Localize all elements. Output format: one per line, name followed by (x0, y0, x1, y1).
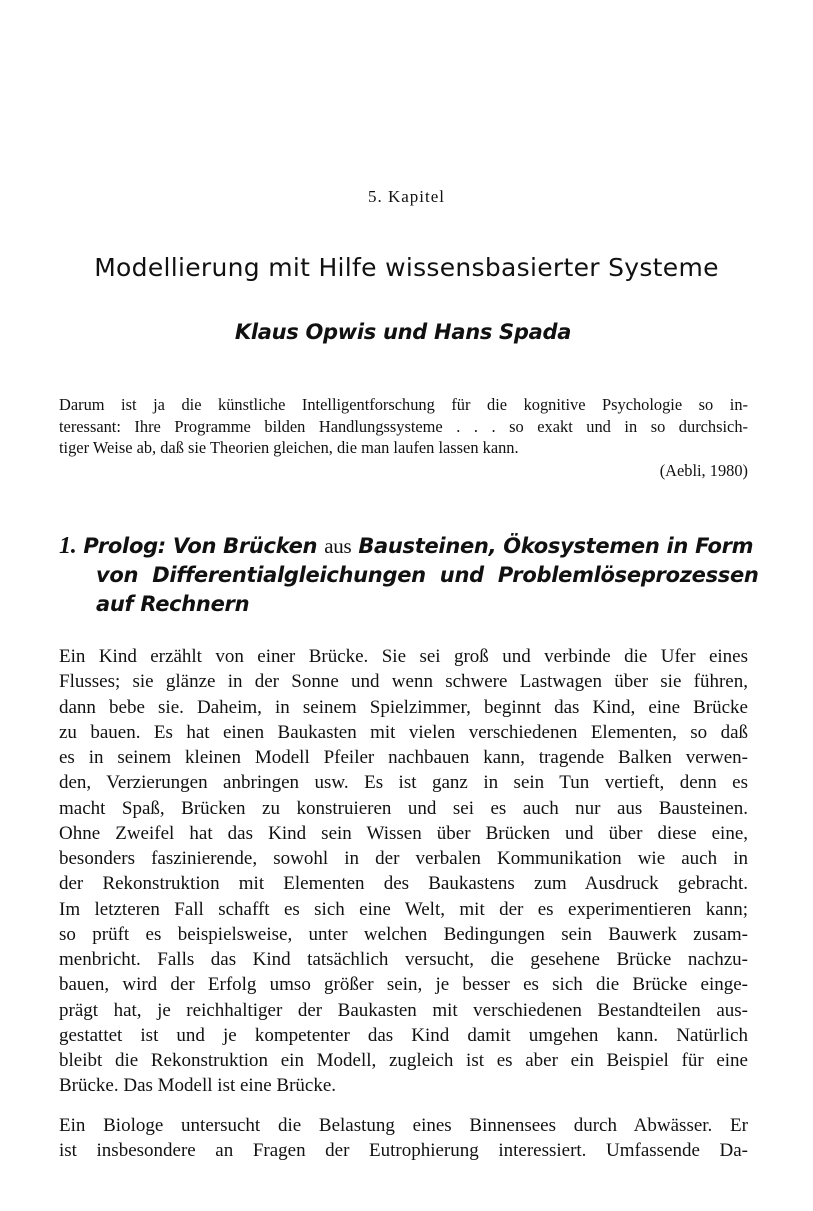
epigraph-citation: (Aebli, 1980) (659, 460, 748, 480)
section-heading (59, 532, 759, 619)
section-heading-line: auf Rechnern (96, 592, 250, 616)
section-heading-line (59, 532, 759, 561)
authors: Klaus Opwis und Hans Spada (234, 320, 572, 344)
paragraph-line: zu bauen. Es hat einen Baukasten mit vielen verschiedenen Elementen, so daß (59, 721, 748, 743)
paragraph-line: gestattet ist und je kompetenter das Kind damit umgehen kann. Natürlich (59, 1024, 748, 1046)
paragraph-line: ist insbesondere an Fragen der Eutrophierung interessiert. Umfassende Da- (59, 1140, 748, 1162)
section-title-part: Bausteinen, Ökosystemen in Form (358, 534, 754, 558)
chapter-label: 5. Kapitel (367, 187, 446, 206)
paragraph (59, 644, 748, 1099)
paragraph-line: besonders faszinierende, sowohl in der verbalen Kommunikation wie auch in (59, 848, 748, 869)
section-title-part: Prolog: Von Brücken (83, 534, 318, 558)
paragraph-line: der Rekonstruktion mit Elementen des Baukastens zum Ausdruck gebracht. (59, 873, 748, 895)
paragraph-line: prägt hat, je reichhaltiger der Baukasten mit verschiedenen Bestandteilen aus- (59, 999, 748, 1021)
epigraph-line: Darum ist ja die künstliche Intelligentforschung für die kognitive Psychologie so in- (59, 395, 748, 414)
paragraph-line: menbricht. Falls das Kind tatsächlich versucht, die gesehene Brücke nachzu- (59, 949, 748, 970)
paragraph-line: es in seinem kleinen Modell Pfeiler nachbauen kann, tragende Balken verwen- (59, 747, 748, 768)
paragraph-line: macht Spaß, Brücken zu konstruieren und sei es auch nur aus Bausteinen. (59, 797, 748, 819)
paragraph-line: Ein Biologe untersucht die Belastung eines Binnensees durch Abwässer. Er (59, 1115, 748, 1136)
section-heading-line: von Differentialgleichungen und Problemlöseprozessen (96, 563, 759, 587)
epigraph-line: teressant: Ihre Programme bilden Handlungssysteme . . . so exakt und in so durchsich- (59, 416, 748, 436)
paragraph-line: den, Verzierungen anbringen usw. Es ist ganz in sein Tun vertieft, denn es (59, 772, 748, 794)
paragraph-line: Brücke. Das Modell ist eine Brücke. (59, 1075, 337, 1097)
chapter-title: Modellierung mit Hilfe wissensbasierter Systeme (94, 253, 719, 282)
epigraph (59, 394, 748, 481)
paragraph-line: Flusses; sie glänze in der Sonne und wenn schwere Lastwagen über sie führen, (59, 671, 748, 693)
paragraph-line: bleibt die Rekonstruktion ein Modell, zugleich ist es aber ein Beispiel für eine (59, 1050, 748, 1071)
section-title-connector: aus (324, 534, 352, 558)
paragraph-line: so prüft es beispielsweise, unter welchen Bedingungen sein Bauwerk zusam- (59, 923, 748, 945)
paragraph-line: bauen, wird der Erfolg umso größer sein, je besser es sich die Brücke einge- (59, 974, 748, 996)
section-number: 1. (59, 533, 77, 559)
paragraph-line: dann bebe sie. Daheim, in seinem Spielzimmer, beginnt das Kind, eine Brücke (59, 696, 748, 718)
paragraph-line: Im letzteren Fall schafft es sich eine Welt, mit der es experimentieren kann; (59, 898, 748, 920)
epigraph-line: tiger Weise ab, daß sie Theorien gleichen, die man laufen lassen kann. (59, 438, 519, 457)
paragraph (59, 1113, 748, 1164)
paragraph-line: Ohne Zweifel hat das Kind sein Wissen über Brücken und über diese eine, (59, 822, 748, 844)
paragraph-line: Ein Kind erzählt von einer Brücke. Sie sei groß und verbinde die Ufer eines (59, 646, 748, 667)
